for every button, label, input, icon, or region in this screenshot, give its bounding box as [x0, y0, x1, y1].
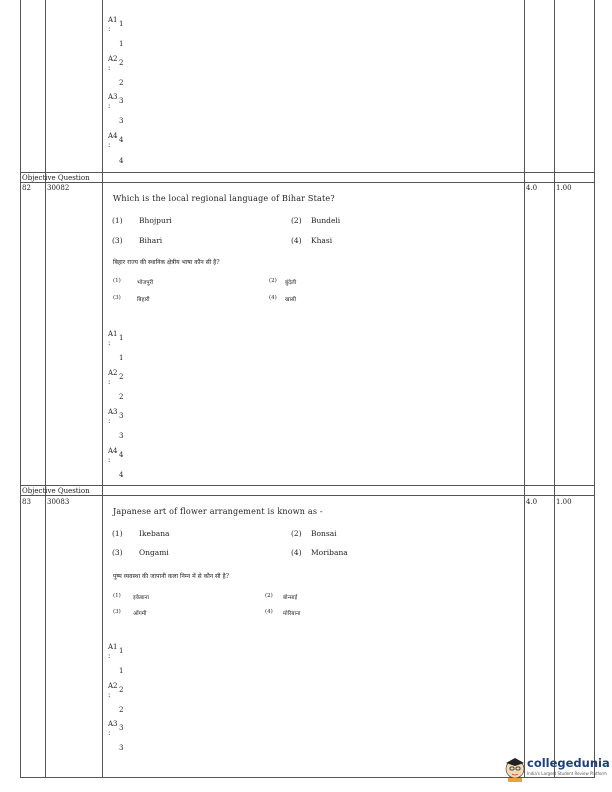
question-id: 30083	[47, 498, 70, 506]
answer-key: A2	[108, 682, 118, 690]
answer-colon: :	[108, 25, 111, 33]
col-divider-id	[45, 0, 46, 777]
option-number-hi: (2)	[265, 593, 273, 599]
section-label: Objective Question	[22, 487, 90, 495]
answer-key-number: 4	[119, 451, 124, 459]
option-number-hi: (1)	[113, 278, 121, 284]
answer-key-number: 2	[119, 59, 124, 67]
option-text-hi: बिहारी	[137, 297, 150, 303]
logo-tagline: India's Largest Student Review Platform	[527, 771, 607, 776]
answer-key-number: 1	[119, 334, 124, 342]
option-text-hi: भोजपुरी	[137, 280, 154, 286]
answer-value: 3	[119, 432, 124, 440]
col-divider-marks	[524, 0, 525, 777]
answer-key-number: 2	[119, 373, 124, 381]
logo-brand-text: collegedunia	[527, 756, 610, 770]
row-border	[20, 182, 595, 183]
question-text-hi: पुष्प व्यवस्था की जापानी कला निम्न में से कौन सी है?	[113, 573, 229, 580]
option-number: (1)	[112, 529, 123, 538]
option-text-hi: ओंगमी	[133, 611, 147, 617]
option-number: (4)	[291, 236, 302, 245]
table-left-border	[20, 0, 21, 777]
option-number-hi: (4)	[265, 609, 273, 615]
option-number: (2)	[291, 216, 302, 225]
answer-colon: :	[108, 141, 111, 149]
option-text-hi: खासी	[285, 297, 297, 303]
answer-colon: :	[108, 691, 111, 699]
option-number: (3)	[112, 236, 123, 245]
option-number: (4)	[291, 548, 302, 557]
question-text-en: Which is the local regional language of Bihar State?	[113, 194, 335, 203]
option-number-hi: (4)	[269, 295, 277, 301]
answer-key-number: 3	[119, 97, 124, 105]
option-text-hi: मोरिबाना	[283, 611, 301, 617]
option-text: Bihari	[139, 236, 163, 245]
answer-key: A2	[108, 55, 118, 63]
question-negative-marks: 1.00	[556, 498, 572, 506]
answer-value: 1	[119, 354, 124, 362]
answer-key-number: 3	[119, 724, 124, 732]
answer-colon: :	[108, 64, 111, 72]
option-text: Khasi	[311, 236, 333, 245]
answer-value: 4	[119, 157, 124, 165]
answer-key: A4	[108, 132, 118, 140]
option-number: (1)	[112, 216, 123, 225]
answer-value: 1	[119, 667, 124, 675]
answer-colon: :	[108, 652, 111, 660]
answer-colon: :	[108, 102, 111, 110]
answer-key: A2	[108, 369, 118, 377]
option-number: (3)	[112, 548, 123, 557]
answer-value: 2	[119, 706, 124, 714]
option-text: Ikebana	[139, 529, 170, 538]
table-right-border	[594, 0, 595, 777]
option-text: Bundeli	[311, 216, 341, 225]
question-marks: 4.0	[526, 498, 538, 506]
answer-value: 3	[119, 117, 124, 125]
answer-key-number: 1	[119, 647, 124, 655]
answer-key: A1	[108, 16, 118, 24]
option-number-hi: (2)	[269, 278, 277, 284]
question-id: 30082	[47, 184, 70, 192]
question-text-hi: बिहार राज्य की स्थानिक क्षेत्रीय भाषा कौन सी है?	[113, 259, 220, 266]
option-text-hi: बोन्साई	[283, 595, 298, 601]
answer-key-number: 1	[119, 20, 124, 28]
answer-key-number: 4	[119, 136, 124, 144]
answer-value: 3	[119, 744, 124, 752]
answer-key: A3	[108, 93, 118, 101]
answer-colon: :	[108, 417, 111, 425]
answer-key: A4	[108, 447, 118, 455]
answer-colon: :	[108, 378, 111, 386]
question-text-en: Japanese art of flower arrangement is known as -	[113, 507, 323, 516]
answer-key: A3	[108, 720, 118, 728]
col-divider-question	[102, 0, 103, 777]
answer-key-number: 3	[119, 412, 124, 420]
row-border	[20, 485, 595, 486]
row-border	[20, 495, 595, 496]
answer-key: A1	[108, 330, 118, 338]
col-divider-negative	[554, 0, 555, 777]
answer-value: 1	[119, 40, 124, 48]
option-text-hi: बुंदेली	[285, 280, 297, 286]
option-text: Bonsai	[311, 529, 337, 538]
answer-value: 4	[119, 471, 124, 479]
section-label: Objective Question	[22, 174, 90, 182]
question-negative-marks: 1.00	[556, 184, 572, 192]
answer-key: A3	[108, 408, 118, 416]
question-marks: 4.0	[526, 184, 538, 192]
option-text: Bhojpuri	[139, 216, 172, 225]
answer-colon: :	[108, 456, 111, 464]
option-text-hi: इकेबाना	[133, 595, 149, 601]
answer-value: 2	[119, 79, 124, 87]
answer-colon: :	[108, 339, 111, 347]
answer-value: 2	[119, 393, 124, 401]
row-border	[20, 172, 595, 173]
option-number-hi: (3)	[113, 295, 121, 301]
option-text: Ongami	[139, 548, 169, 557]
question-number: 82	[22, 184, 31, 192]
option-number-hi: (1)	[113, 593, 121, 599]
option-text: Moribana	[311, 548, 348, 557]
question-number: 83	[22, 498, 31, 506]
option-number-hi: (3)	[113, 609, 121, 615]
answer-colon: :	[108, 729, 111, 737]
answer-key-number: 2	[119, 686, 124, 694]
answer-key: A1	[108, 643, 118, 651]
option-number: (2)	[291, 529, 302, 538]
